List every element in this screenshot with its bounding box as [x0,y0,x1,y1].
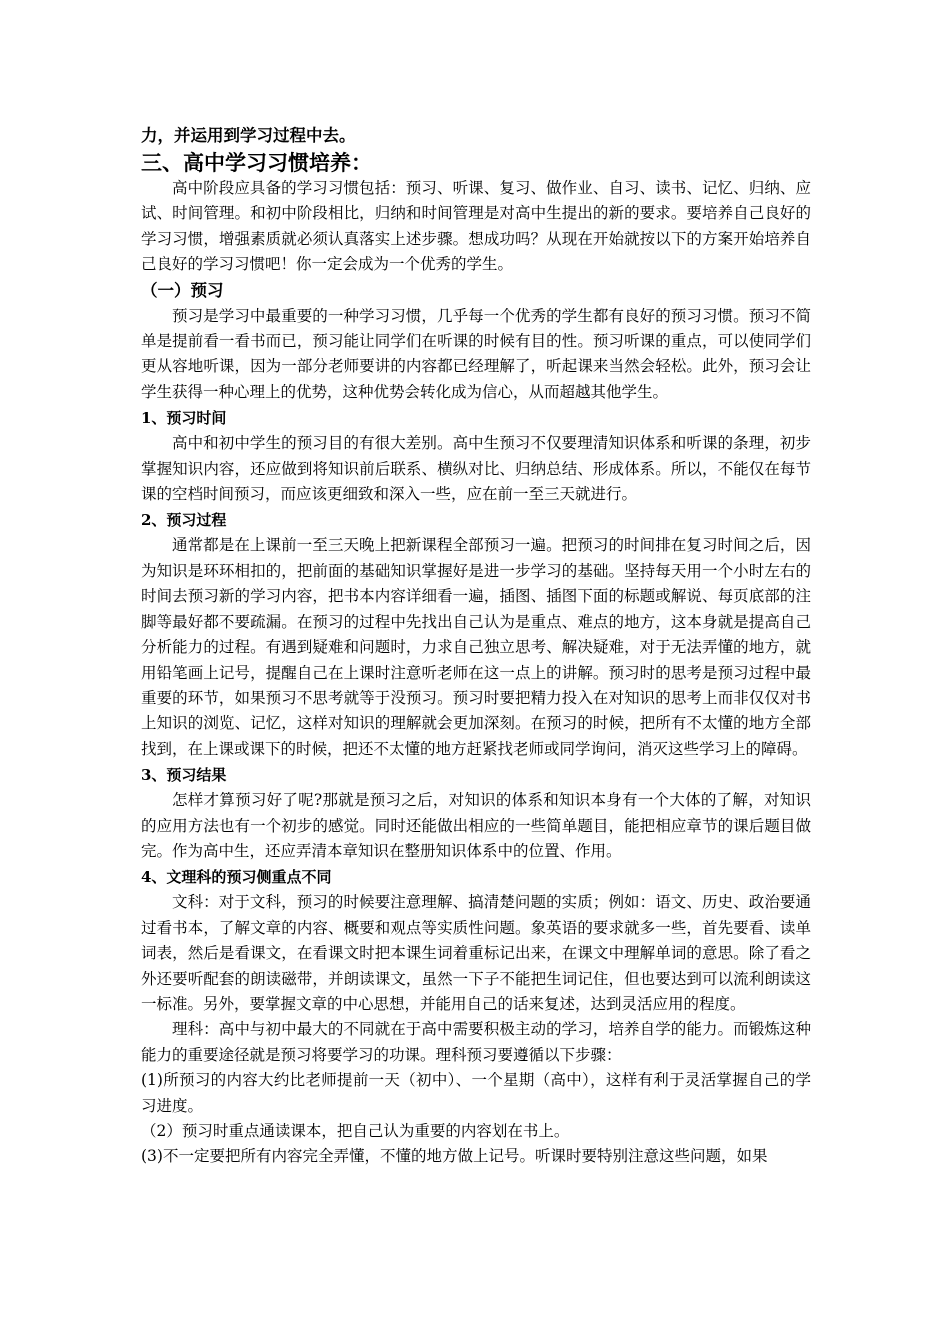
step-3: (3)不一定要把所有内容完全弄懂，不懂的地方做上记号。听课时要特别注意这些问题，如果 [141,1147,768,1166]
step-2: （2）预习时重点通读课本，把自己认为重要的内容划在书上。 [141,1122,570,1140]
liberal-arts-paragraph: 文科：对于文科，预习的时候要注意理解、搞清楚问题的实质；例如：语文、历史、政治要通过看书本，了解文章的内容、概要和观点等实质性问题。象英语的要求就多一些，首先要看、读单词表，然后是看课文，在看课文时把本课生词着重标记出来，在课文中理解单词的意思。除了看之外还要听配套的朗读磁带，并朗读课文，虽然一下子不能把生词记住，但也要达到可以流利朗读这一标准。另外，要掌握文章的中心思想，并能用自己的话来复述，达到灵活应用的程度。 [141,893,811,1013]
intro-paragraph: 高中阶段应具备的学习习惯包括：预习、听课、复习、做作业、自习、读书、记忆、归纳、应试、时间管理。和初中阶段相比，归纳和时间管理是对高中生提出的新的要求。要培养自己良好的学习习惯，增强素质就必须认真落实上述步骤。想成功吗？从现在开始就按以下的方案开始培养自己良好的学习习惯吧！你一定会成为一个优秀的学生。 [141,179,811,274]
step-1: (1)所预习的内容大约比老师提前一天（初中）、一个星期（高中），这样有利于灵活掌握自己的学习进度。 [141,1071,811,1115]
point1-heading: 1、预习时间 [141,409,227,428]
lead-line: 力，并运用到学习过程中去。 [141,126,356,145]
point2-heading: 2、预习过程 [141,511,227,530]
point2-paragraph: 通常都是在上课前一至三天晚上把新课程全部预习一遍。把预习的时间排在复习时间之后，因为知识是环环相扣的，把前面的基础知识掌握好是进一步学习的基础。坚持每天用一个小时左右的时间去预习新的学习内容，把书本内容详细看一遍，插图、插图下面的标题或解说、每页底部的注脚等最好都不要疏漏。在预习的过程中先找出自己认为是重点、难点的地方，这本身就是提高自己分析能力的过程。有遇到疑难和问题时，力求自己独立思考、解决疑难，对于无法弄懂的地方，就用铅笔画上记号，提醒自己在上课时注意听老师在这一点上的讲解。预习时的思考是预习过程中最重要的环节，如果预习不思考就等于没预习。预习时要把精力投入在对知识的思考上而非仅仅对书上知识的浏览、记忆，这样对知识的理解就会更加深刻。在预习的时候，把所有不太懂的地方全部找到，在上课或课下的时候，把还不太懂的地方赶紧找老师或同学询问，消灭这些学习上的障碍。 [141,536,811,758]
science-paragraph: 理科：高中与初中最大的不同就在于高中需要积极主动的学习，培养自学的能力。而锻炼这种能力的重要途径就是预习将要学习的功课。理科预习要遵循以下步骤： [141,1020,811,1064]
section-heading: 三、高中学习习惯培养： [141,150,372,175]
preview-paragraph: 预习是学习中最重要的一种学习习惯，几乎每一个优秀的学生都有良好的预习习惯。预习不简单是提前看一看书而已，预习能让同学们在听课的时候有目的性。预习听课的重点，可以使同学们更从容地听课，因为一部分老师要讲的内容都已经理解了，听起课来当然会轻松。此外，预习会让学生获得一种心理上的优势，这种优势会转化成为信心，从而超越其他学生。 [141,306,811,401]
point4-heading: 4、文理科的预习侧重点不同 [141,868,332,887]
point1-paragraph: 高中和初中学生的预习目的有很大差别。高中生预习不仅要理清知识体系和听课的条理，初步掌握知识内容，还应做到将知识前后联系、横纵对比、归纳总结、形成体系。所以，不能仅在每节课的空档时间预习，而应该更细致和深入一些，应在前一至三天就进行。 [141,434,811,504]
point3-heading: 3、预习结果 [141,766,227,785]
document-page [141,122,811,1170]
point3-paragraph: 怎样才算预习好了呢?那就是预习之后，对知识的体系和知识本身有一个大体的了解，对知识的应用方法也有一个初步的感觉。同时还能做出相应的一些简单题目，能把相应章节的课后题目做完。作为高中生，还应弄清本章知识在整册知识体系中的位置、作用。 [141,791,811,860]
subsection-heading: （一）预习 [141,280,224,300]
